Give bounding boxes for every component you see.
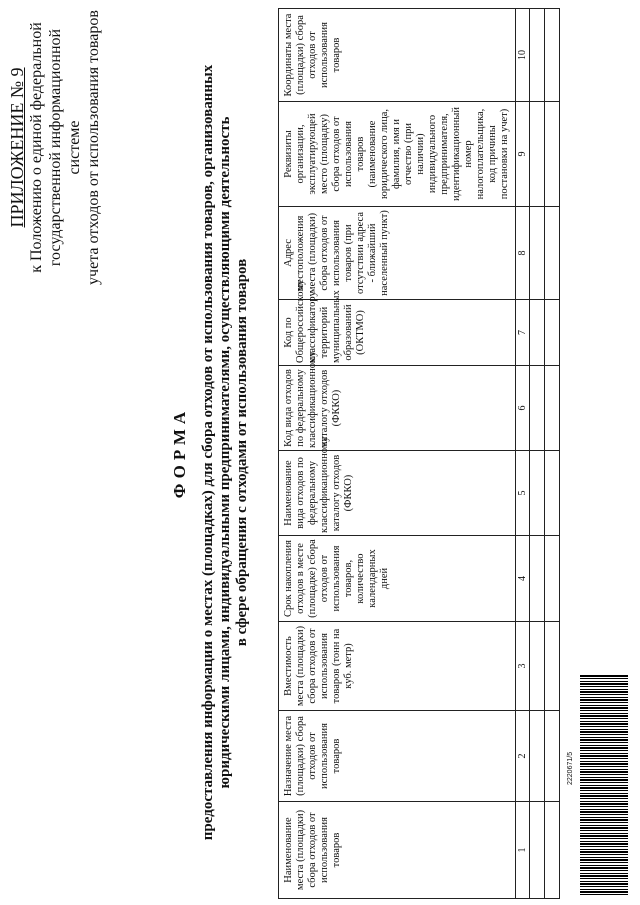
header-cell: Код по Общероссийскому классификатору территорий муниципальных образований (ОКТМО) [279,300,516,366]
column-number: 4 [516,536,530,622]
empty-cell [545,451,560,536]
form-heading: ФОРМА [170,406,189,499]
column-number: 5 [516,451,530,536]
empty-cell [545,536,560,622]
subtitle-line-1: предоставления информации о местах (площадках) для сбора отходов от использования товаров, организованных [200,64,216,841]
empty-cell [545,366,560,451]
empty-cell [530,300,545,366]
table-empty-row [545,9,560,899]
annex-line-1: к Положению о единой федеральной [28,22,45,273]
subtitle-line-2: юридическими лицами, индивидуальными предпринимателями, осуществляющими деятельность [217,116,233,789]
empty-cell [530,451,545,536]
column-number: 2 [516,711,530,802]
subtitle-line-3: в сфере обращения с отходами от использования товаров [234,258,250,647]
barcode [580,675,628,895]
empty-cell [530,536,545,622]
column-number: 9 [516,102,530,207]
empty-cell [545,300,560,366]
column-number: 3 [516,622,530,711]
table-empty-row [530,9,545,899]
empty-cell [530,802,545,899]
annex-block [8,10,103,285]
form-subtitle [200,0,251,905]
empty-cell [530,622,545,711]
column-number: 7 [516,300,530,366]
empty-cell [530,366,545,451]
column-number: 6 [516,366,530,451]
empty-cell [545,9,560,102]
empty-cell [545,102,560,207]
column-number: 8 [516,207,530,300]
empty-cell [545,711,560,802]
empty-cell [545,622,560,711]
header-cell: Реквизиты организации, эксплуатирующей место (площадку) сбора отходов от использования товаров (наименование юридического лица, фамилия, имя и отчество (при наличии) индивидуального предпринимателя, идентификационный номер налогоплательщика, код причины постановки на учет) [279,102,516,207]
header-cell: Наименование места (площадки) сбора отходов от использования товаров [279,802,516,899]
header-cell: Код вида отходов по федеральному классификационному каталогу отходов (ФККО) [279,366,516,451]
empty-cell [530,9,545,102]
annex-line-3: учета отходов от использования товаров [85,10,102,285]
header-cell: Назначение места (площадки) сбора отходов от использования товаров [279,711,516,802]
empty-cell [530,207,545,300]
header-cell: Адрес местоположения места (площадки) сбора отходов от использования товаров (при отсутствии адреса - ближайший населенный пункт) [279,207,516,300]
info-table [278,8,560,899]
empty-cell [530,711,545,802]
header-cell: Координаты места (площадки) сбора отходов от использования товаров [279,9,516,102]
annex-title: ПРИЛОЖЕНИЕ № 9 [7,67,27,228]
empty-cell [530,102,545,207]
barcode-number: 2220671/5 [567,751,574,785]
table-number-row [516,9,530,899]
annex-line-2: государственной информационной системе [47,28,83,267]
empty-cell [545,802,560,899]
column-number: 10 [516,9,530,102]
header-cell: Вместимость места (площадки) сбора отходов от использования товаров (тонн на куб. метр) [279,622,516,711]
column-number: 1 [516,802,530,899]
empty-cell [545,207,560,300]
header-cell: Срок накопления отходов в месте (площадке) сбора отходов от использования товаров, количество календарных дней [279,536,516,622]
table-header-row [279,9,516,899]
header-cell: Наименование вида отходов по федеральному классификационному каталогу отходов (ФККО) [279,451,516,536]
